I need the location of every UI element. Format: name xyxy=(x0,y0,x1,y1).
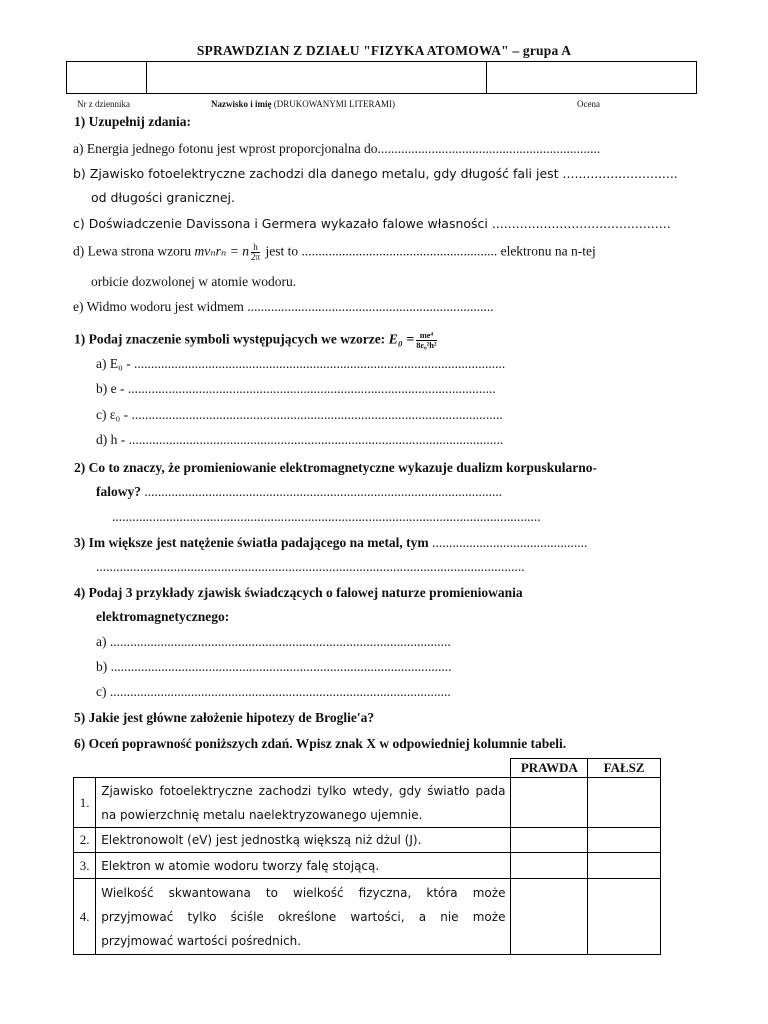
table-row xyxy=(74,879,661,955)
section1-heading: 1) Uzupełnij zdania: xyxy=(74,114,192,129)
test-title: SPRAWDZIAN Z DZIAŁU "FIZYKA ATOMOWA" – grupa A xyxy=(196,43,572,58)
h-over-2pi: $\frac{h}{2\pi}$ xyxy=(251,242,261,262)
row-number: 3. xyxy=(74,853,96,879)
false-cell[interactable] xyxy=(588,853,661,879)
false-cell[interactable] xyxy=(588,879,661,955)
question4-line2: elektromagnetycznego: xyxy=(96,609,230,624)
orbit-formula: mvₙrₙ = n xyxy=(194,243,250,259)
false-cell[interactable] xyxy=(588,778,661,828)
row-statement: Elektronowolt (eV) jest jednostką większą niż dżul (J). xyxy=(96,828,511,853)
true-cell[interactable] xyxy=(511,778,588,828)
section1-item-b: b) Zjawisko fotoelektryczne zachodzi dla danego metalu, gdy długość fali jest ............................. xyxy=(73,166,678,181)
question4-line1: 4) Podaj 3 przykłady zjawisk świadczących o falowej naturze promieniowania xyxy=(74,585,523,600)
question2-line1: 2) Co to znaczy, że promieniowanie elektromagnetyczne wykazuje dualizm korpuskularno- xyxy=(74,460,597,475)
row-statement: Wielkość skwantowana to wielkość fizyczna, która może przyjmować tylko ściśle określone wartości, a nie może przyjmować wartości pośrednich. xyxy=(96,879,511,955)
question3-line1: 3) Im większe jest natężenie światła padającego na metal, tym .............................................. xyxy=(74,535,588,550)
row-number: 4. xyxy=(74,879,96,955)
true-cell[interactable] xyxy=(511,853,588,879)
table-row xyxy=(74,853,661,879)
section1-item-a: a) Energia jednego fotonu jest wprost proporcjonalna do.................................................................. xyxy=(73,141,601,156)
section1-item-e: e) Widmo wodoru jest widmem ......................................................................... xyxy=(73,299,494,314)
question2-answer-line: ............................................................................................................................... xyxy=(112,509,541,524)
question4-item-a: a) ..................................................................................................... xyxy=(96,634,451,649)
symbol-item-a: a) E₀ - .............................................................................................................. xyxy=(96,356,506,371)
energy-formula: E₀ = xyxy=(388,332,415,348)
row-statement: Elektron w atomie wodoru tworzy falę stojącą. xyxy=(96,853,511,879)
section1-item-b-cont: od długości granicznej. xyxy=(91,190,236,205)
symbol-item-b: b) e - ............................................................................................................. xyxy=(96,381,496,396)
question2-line2: falowy? .......................................................................................................... xyxy=(96,484,503,499)
grade-label: Ocena xyxy=(577,99,600,109)
nr-label: Nr z dziennika xyxy=(77,99,130,109)
section1-item-d-cont: orbicie dozwolonej w atomie wodoru. xyxy=(91,274,297,289)
question6: 6) Oceń poprawność poniższych zdań. Wpisz znak X w odpowiedniej kolumnie tabeli. xyxy=(74,736,567,751)
grade-field[interactable] xyxy=(487,62,697,94)
student-info-table xyxy=(66,61,697,94)
table-row xyxy=(74,778,661,828)
question5: 5) Jakie jest główne założenie hipotezy de Broglie'a? xyxy=(74,710,375,725)
col-true-header: PRAWDA xyxy=(511,759,588,778)
true-false-table xyxy=(73,758,661,955)
symbol-item-d: d) h - ............................................................................................................... xyxy=(96,432,504,447)
table-header-row xyxy=(74,759,661,778)
row-statement: Zjawisko fotoelektryczne zachodzi tylko wtedy, gdy światło pada na powierzchnię metalu naelektryzowanego ujemnie. xyxy=(96,778,511,828)
question4-item-c: c) ..................................................................................................... xyxy=(96,684,451,699)
false-cell[interactable] xyxy=(588,828,661,853)
symbol-item-c: c) ε₀ - .............................................................................................................. xyxy=(96,407,503,422)
table-row xyxy=(74,828,661,853)
row-number: 1. xyxy=(74,778,96,828)
true-cell[interactable] xyxy=(511,879,588,955)
name-field[interactable] xyxy=(147,62,487,94)
section1-item-d: d) Lewa strona wzoru mvₙrₙ = n $\frac{h}{2\pi}$ jest to .......................................................... elektronu na n-tej xyxy=(73,242,596,262)
energy-fraction: $\frac{\text{me⁴}}{\text{8ε₀²h²}}$ xyxy=(416,330,437,350)
nr-field[interactable] xyxy=(67,62,147,94)
section2-heading: 1) Podaj znaczenie symboli występujących we wzorze: E₀ = $\frac{\text{me⁴}}{\text{8ε₀²h²}}$ xyxy=(74,330,437,350)
question4-item-b: b) ..................................................................................................... xyxy=(96,659,452,674)
question3-answer-line: ............................................................................................................................... xyxy=(96,559,525,574)
row-number: 2. xyxy=(74,828,96,853)
section1-item-c: c) Doświadczenie Davissona i Germera wykazało falowe własności ............................................. xyxy=(73,216,671,231)
name-label: Nazwisko i imię (DRUKOWANYMI LITERAMI) xyxy=(211,99,395,109)
true-cell[interactable] xyxy=(511,828,588,853)
col-false-header: FAŁSZ xyxy=(588,759,661,778)
